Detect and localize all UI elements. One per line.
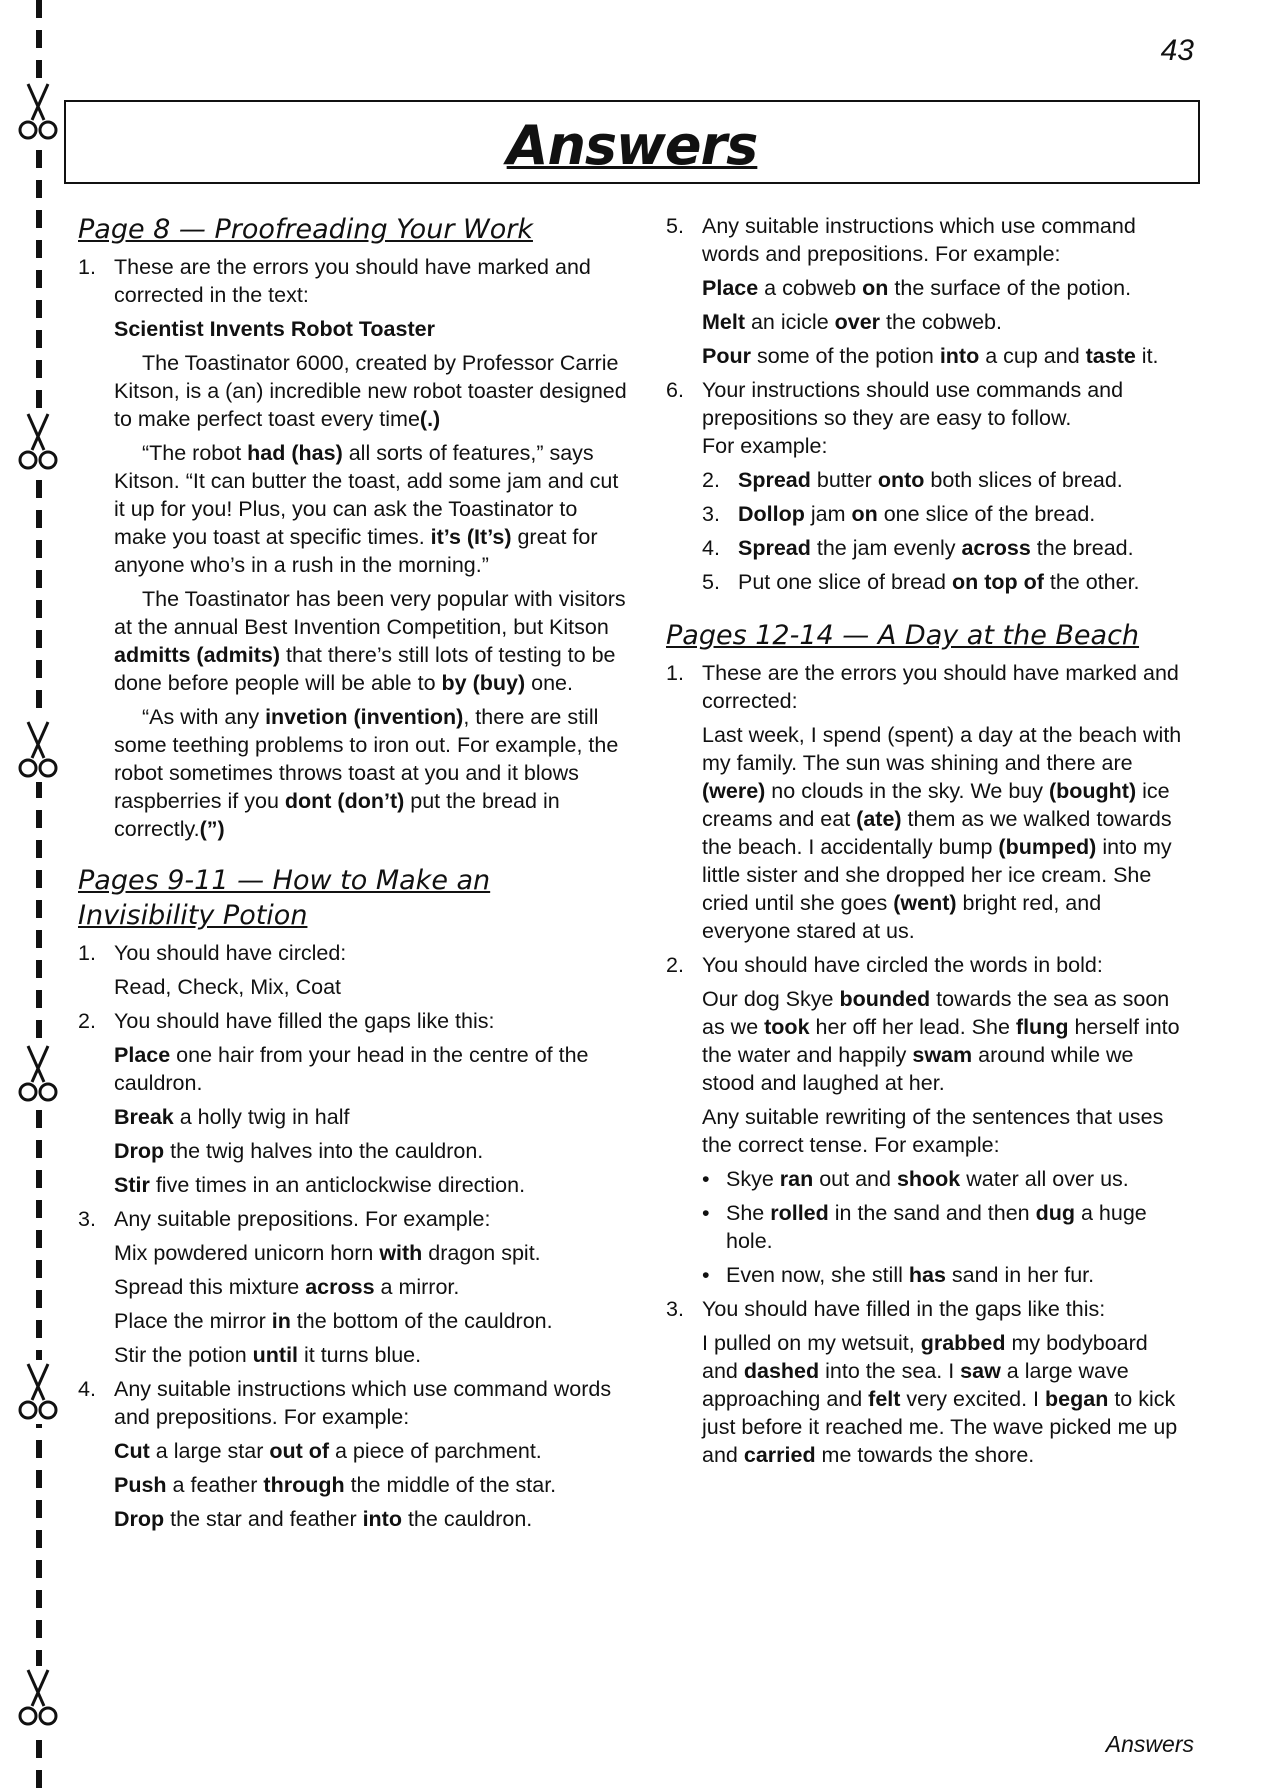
answer-line: Cut a large star out of a piece of parchment. [114, 1439, 542, 1463]
answer-item: 4. Any suitable instructions which use command words and prepositions. For example: Cut a large star out of a piece of parchment. Push a feather through the middle of the star. Drop the star and feather into the cauldron. [78, 1375, 628, 1533]
bullet-item: • She rolled in the sand and then dug a huge hole. [702, 1201, 1147, 1253]
answer-line: Stir the potion until it turns blue. [114, 1343, 422, 1367]
answer-line: Melt an icicle over the cobweb. [702, 310, 1002, 334]
answer-line: Push a feather through the middle of the star. [114, 1473, 557, 1497]
answer-paragraph: Last week, I spend (spent) a day at the beach with my family. The sun was shining and there are (were) no clouds in the sky. We buy (bought) ice creams and eat (ate) them as we walked towards the beach. I accidentally bump (bumped) into my little sister and she dropped her ice cream. She cried until she goes (went) bright red, and everyone stared at us. [702, 723, 1182, 943]
section-heading: Page 8 — Proofreading Your Work [78, 214, 533, 245]
answer-line: Stir five times in an anticlockwise direction. [114, 1173, 526, 1197]
page-number: 43 [1160, 34, 1194, 67]
answer-line: Read, Check, Mix, Coat [114, 975, 342, 999]
answer-item: 1. You should have circled: Read, Check, Mix, Coat [78, 939, 628, 1001]
instruction-step: 3. Dollop jam on one slice of the bread. [702, 502, 1096, 526]
answer-line: Pour some of the potion into a cup and taste it. [702, 344, 1159, 368]
answer-item: 5. Any suitable instructions which use command words and prepositions. For example: Place a cobweb on the surface of the potion. Melt an icicle over the cobweb. Pour some of the potion into a cup and taste it. [666, 212, 1186, 370]
article-paragraph: The Toastinator has been very popular with visitors at the annual Best Invention Competition, but Kitson admitts (admits) that there’s still lots of testing to be done before people will be able to by (buy) one. [114, 587, 626, 695]
answer-line: Any suitable rewriting of the sentences that uses the correct tense. For example: [702, 1105, 1164, 1157]
cut-line [36, 0, 42, 1788]
instruction-step: 2. Spread butter onto both slices of bread. [702, 468, 1123, 492]
answer-line: Drop the twig halves into the cauldron. [114, 1139, 484, 1163]
left-column [78, 212, 628, 1551]
article-title: Scientist Invents Robot Toaster [114, 317, 435, 341]
answer-line: Place one hair from your head in the centre of the cauldron. [114, 1043, 589, 1095]
scissors-icon [14, 1666, 62, 1730]
scissors-icon [14, 80, 62, 144]
right-column [666, 212, 1186, 1487]
answer-line: Mix powdered unicorn horn with dragon spit. [114, 1241, 541, 1265]
section-heading: Pages 12-14 — A Day at the Beach [666, 620, 1140, 651]
answer-item: 3. Any suitable prepositions. For example: Mix powdered unicorn horn with dragon spit. Spread this mixture across a mirror. Place the mirror in the bottom of the cauldron. Stir the potion until it turns blue. [78, 1205, 628, 1369]
footer-label: Answers [1105, 1731, 1194, 1757]
answer-line: Spread this mixture across a mirror. [114, 1275, 460, 1299]
answer-item: 1. These are the errors you should have marked and corrected: Last week, I spend (spent) a day at the beach with my family. The sun was shining and there are (were) no clouds in the sky. We buy (bought) ice creams and eat (ate) them as we walked towards the beach. I accidentally bump (bumped) into my little sister and she dropped her ice cream. She cried until she goes (went) bright red, and everyone stared at us. [666, 659, 1186, 945]
section-day-at-beach [666, 618, 1186, 1469]
answer-paragraph: I pulled on my wetsuit, grabbed my bodyboard and dashed into the sea. I saw a large wave approaching and felt very excited. I began to kick just before it reached me. The wave picked me up and carried me towards the shore. [702, 1331, 1178, 1467]
answer-item: 2. You should have filled the gaps like this: Place one hair from your head in the centre of the cauldron. Break a holly twig in half Drop the twig halves into the cauldron. Stir five times in an anticlockwise direction. [78, 1007, 628, 1199]
page-title: Answers [506, 114, 758, 177]
answer-line: Break a holly twig in half [114, 1105, 350, 1129]
scissors-icon [14, 1360, 62, 1424]
instruction-step: 5. Put one slice of bread on top of the other. [702, 570, 1140, 594]
section-invisibility-potion [78, 863, 628, 1533]
answer-item: 2. You should have circled the words in bold: Our dog Skye bounded towards the sea as soon as we took her off her lead. She flung herself into the water and happily swam around while we stood and laughed at her. Any suitable rewriting of the sentences that uses the correct tense. For example: • Skye ran out and shook water all over us. • She rolled in the sand and then dug a huge hole. • Even now, she still has sand in her fur. [666, 951, 1186, 1289]
answer-item: 6. Your instructions should use commands and prepositions so they are easy to follow. For example: 2. Spread butter onto both slices of bread. 3. Dollop jam on one slice of the bread. 4. Spread the jam evenly across the bread. 5. Put one slice of bread on top of the other. [666, 376, 1186, 596]
bullet-item: • Skye ran out and shook water all over us. [702, 1167, 1129, 1191]
item-number: 1. [78, 255, 96, 279]
article-paragraph: The Toastinator 6000, created by Professor Carrie Kitson, is a (an) incredible new robot toaster designed to make perfect toast every time(.) [114, 351, 627, 431]
scissors-icon [14, 1042, 62, 1106]
answer-item: 3. You should have filled in the gaps like this: I pulled on my wetsuit, grabbed my bodyboard and dashed into the sea. I saw a large wave approaching and felt very excited. I began to kick just before it reached me. The wave picked me up and carried me towards the shore. [666, 1295, 1186, 1469]
bullet-item: • Even now, she still has sand in her fur. [702, 1263, 1095, 1287]
scissors-icon [14, 718, 62, 782]
section-proofreading [78, 212, 628, 843]
answer-line: Drop the star and feather into the cauldron. [114, 1507, 533, 1531]
scissors-icon [14, 410, 62, 474]
answer-line: Place a cobweb on the surface of the potion. [702, 276, 1132, 300]
article-paragraph: “As with any invetion (invention), there are still some teething problems to iron out. For example, the robot sometimes throws toast at you and it blows raspberries if you dont (don’t) put the bread in correctly.(”) [114, 705, 619, 841]
item-text: These are the errors you should have marked and corrected in the text: [114, 255, 591, 307]
answer-line: Place the mirror in the bottom of the cauldron. [114, 1309, 553, 1333]
answer-paragraph: Our dog Skye bounded towards the sea as soon as we took her off her lead. She flung herself into the water and happily swam around while we stood and laughed at her. [702, 987, 1180, 1095]
article-paragraph: “The robot had (has) all sorts of features,” says Kitson. “It can butter the toast, add some jam and cut it up for you! Plus, you can ask the Toastinator to make you toast at specific times. it’s (It’s) great for anyone who’s in a rush in the morning.” [114, 441, 619, 577]
instruction-step: 4. Spread the jam evenly across the bread. [702, 536, 1134, 560]
title-box [64, 100, 1200, 184]
answer-item [78, 253, 628, 843]
section-heading: Pages 9-11 — How to Make an Invisibility Potion [78, 865, 491, 931]
